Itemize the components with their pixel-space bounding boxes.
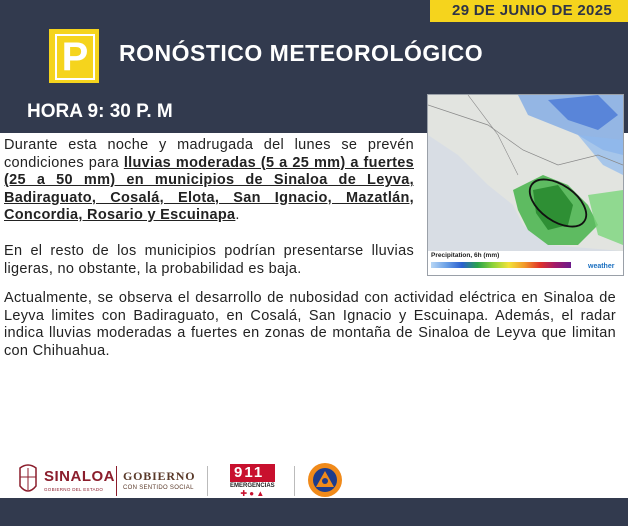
logo-divider-3 <box>294 466 295 496</box>
title-initial: P <box>61 35 89 79</box>
map-legend <box>428 251 623 275</box>
paragraph-1-end: . <box>235 207 240 224</box>
forecast-paragraph-2: En el resto de los municipios podrían presentarse lluvias ligeras, no obstante, la probabilidad es baja. <box>4 243 414 277</box>
emergency-911-logo <box>230 464 275 498</box>
sinaloa-logo-subtext: GOBIERNO DEL ESTADO <box>44 487 104 492</box>
page-title: RONÓSTICO METEOROLÓGICO <box>119 40 484 66</box>
sinaloa-crest-icon <box>16 462 40 498</box>
date-text: 29 DE JUNIO DE 2025 <box>452 2 612 19</box>
paragraph-1-highlight: lluvias moderadas (5 a 25 mm) a fuertes (25 a 50 mm) en municipios de Sinaloa de Leyva, Badiraguato, Cosalá, Elota, San Ignacio, Mazatlán, Concordia, Rosario y Escuinapa <box>4 154 414 224</box>
legend-colorbar <box>431 262 571 268</box>
sinaloa-logo-text: SINALOA <box>44 468 115 485</box>
map-graphic <box>428 95 623 275</box>
forecast-paragraph-1 <box>4 137 414 225</box>
date-banner <box>430 0 628 22</box>
logo-divider-2 <box>207 466 208 496</box>
legend-title: Precipitation, 6h (mm) <box>431 252 500 259</box>
proteccion-civil-logo-icon <box>307 462 343 498</box>
precipitation-map <box>427 94 624 276</box>
e911-label: EMERGENCIAS <box>230 483 275 489</box>
e911-symbols: ✚ ● ▲ <box>240 489 265 498</box>
gobierno-logo-subtext: CON SENTIDO SOCIAL <box>123 485 194 491</box>
gobierno-logo-text: GOBIERNO <box>123 469 196 483</box>
time-label: HORA 9: 30 P. M <box>27 101 173 122</box>
legend-brand: weather <box>588 263 615 270</box>
logo-divider <box>116 466 117 496</box>
title-initial-box <box>49 29 99 83</box>
footer-band <box>0 498 628 526</box>
forecast-paragraph-3: Actualmente, se observa el desarrollo de nubosidad con actividad eléctrica en Sinaloa de Leyva limites con Badiraguato, en Cosalá, San Ignacio y Escuinapa. Además, el radar indica lluvias moderadas a fuertes en zonas de montaña de Sinaloa de Leyva que limitan con Chihuahua. <box>4 290 616 359</box>
paragraph-1-lead: Durante esta noche y madrugada del lunes se prevén condiciones para <box>4 137 414 171</box>
e911-number: 911 <box>230 464 275 482</box>
